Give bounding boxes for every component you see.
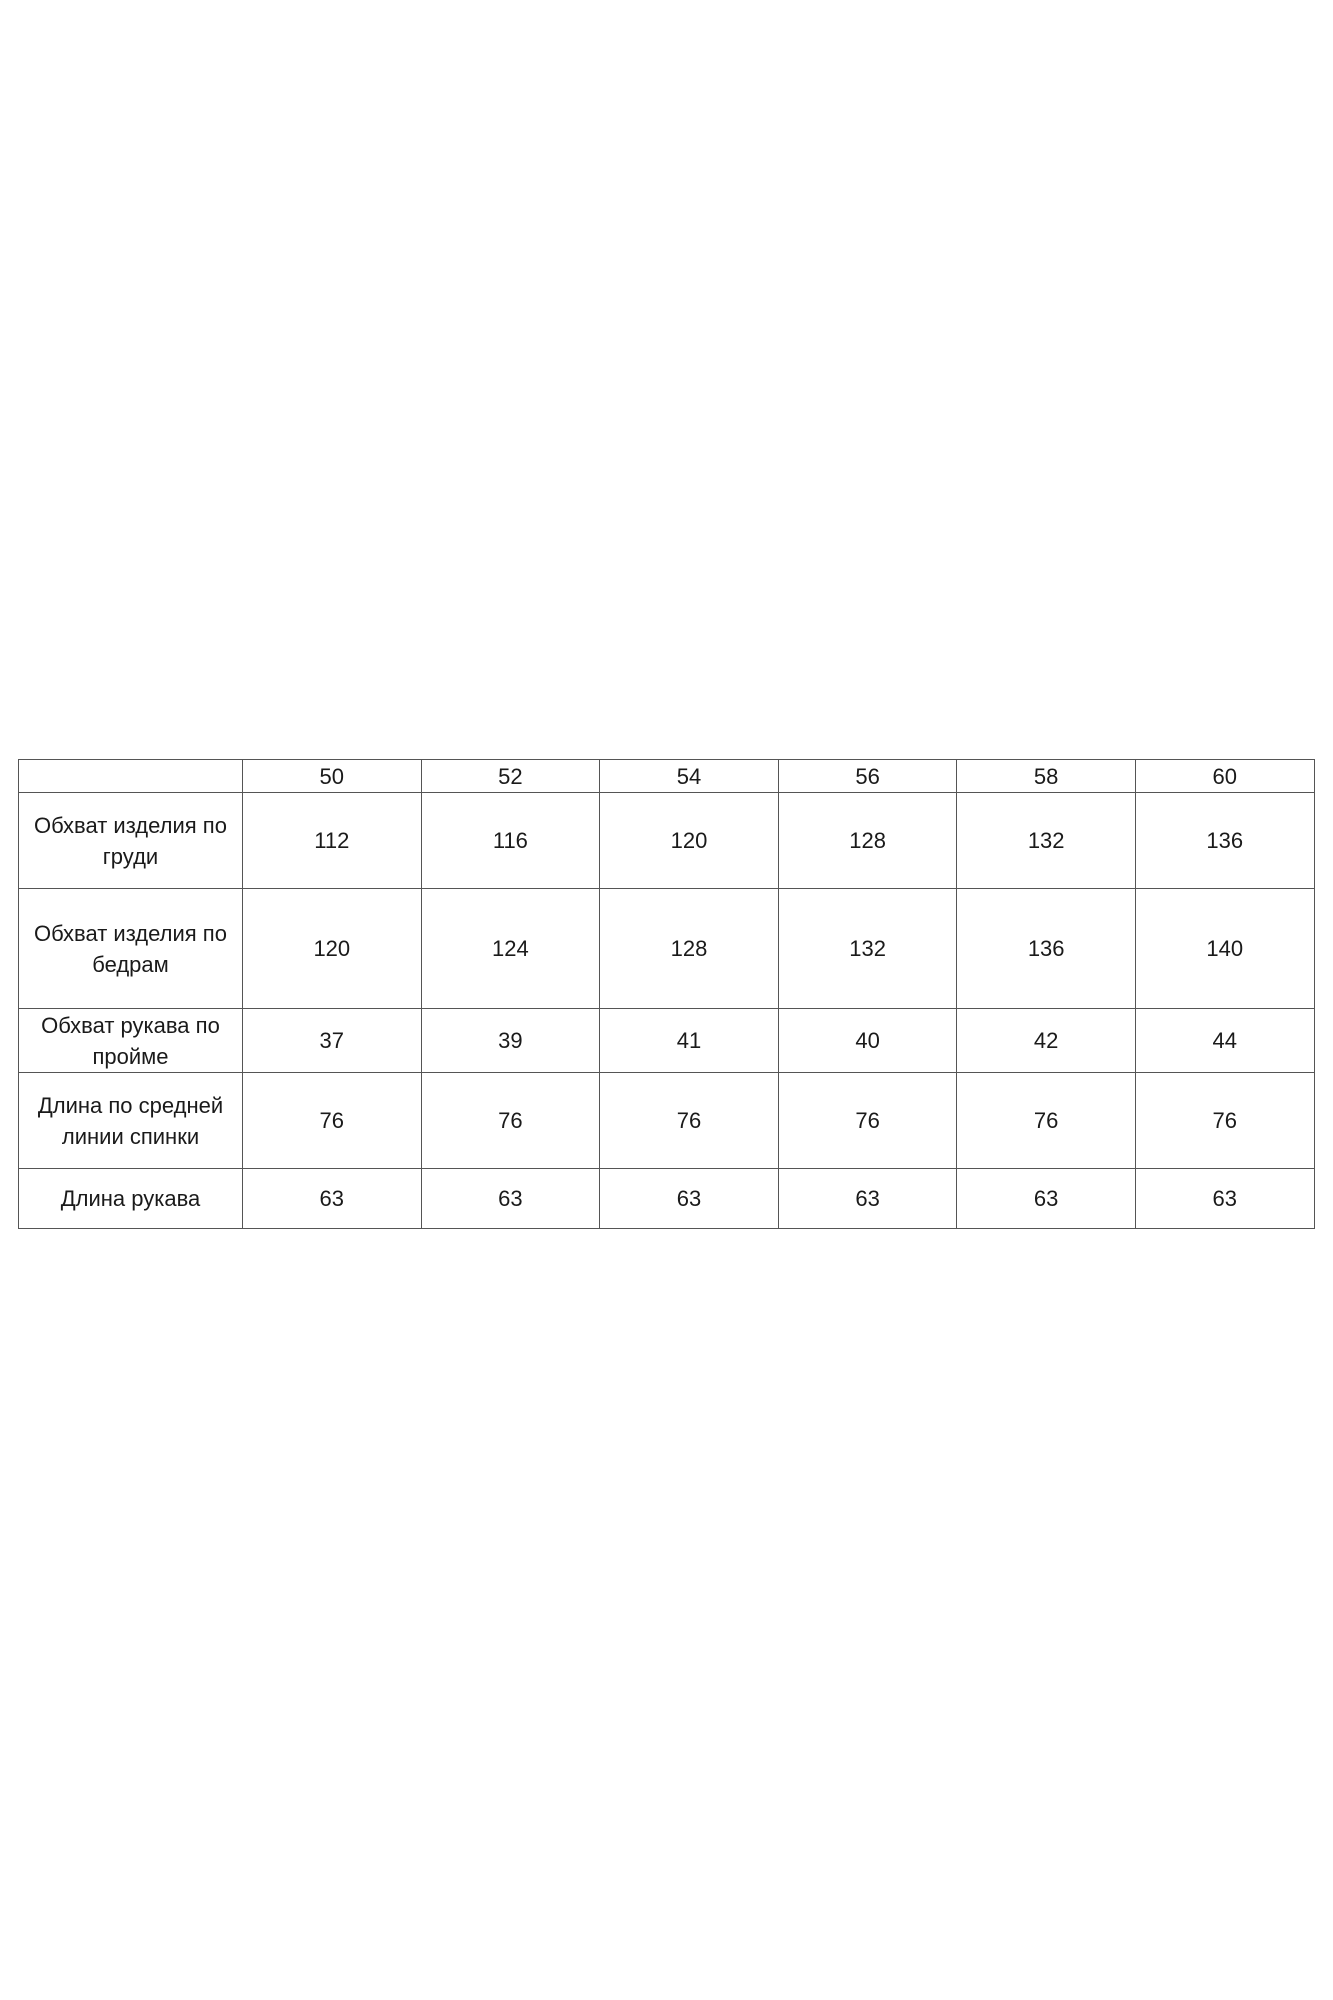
row-label: Длина рукава [19, 1169, 243, 1229]
value-cell: 136 [1135, 793, 1314, 889]
value-cell: 44 [1135, 1009, 1314, 1073]
value-cell: 63 [1135, 1169, 1314, 1229]
value-cell: 39 [421, 1009, 600, 1073]
row-label: Обхват изделия по груди [19, 793, 243, 889]
corner-cell [19, 760, 243, 793]
value-cell: 42 [957, 1009, 1136, 1073]
row-label: Обхват рукава по пройме [19, 1009, 243, 1073]
value-cell: 132 [778, 889, 957, 1009]
size-header-cell: 56 [778, 760, 957, 793]
row-label: Длина по средней линии спинки [19, 1073, 243, 1169]
value-cell: 124 [421, 889, 600, 1009]
value-cell: 41 [600, 1009, 779, 1073]
value-cell: 63 [957, 1169, 1136, 1229]
value-cell: 76 [421, 1073, 600, 1169]
table-row-sleeve-girth [19, 1009, 1315, 1073]
value-cell: 63 [243, 1169, 422, 1229]
value-cell: 140 [1135, 889, 1314, 1009]
table-row-sleeve-length [19, 1169, 1315, 1229]
table-row-hip-girth [19, 889, 1315, 1009]
value-cell: 132 [957, 793, 1136, 889]
value-cell: 128 [778, 793, 957, 889]
value-cell: 63 [421, 1169, 600, 1229]
value-cell: 120 [600, 793, 779, 889]
value-cell: 40 [778, 1009, 957, 1073]
value-cell: 76 [243, 1073, 422, 1169]
value-cell: 76 [1135, 1073, 1314, 1169]
value-cell: 112 [243, 793, 422, 889]
value-cell: 120 [243, 889, 422, 1009]
value-cell: 76 [778, 1073, 957, 1169]
size-header-cell: 60 [1135, 760, 1314, 793]
value-cell: 76 [957, 1073, 1136, 1169]
table-row-back-length [19, 1073, 1315, 1169]
value-cell: 76 [600, 1073, 779, 1169]
row-label: Обхват изделия по бедрам [19, 889, 243, 1009]
table-row-chest-girth [19, 793, 1315, 889]
value-cell: 128 [600, 889, 779, 1009]
value-cell: 63 [600, 1169, 779, 1229]
value-cell: 37 [243, 1009, 422, 1073]
size-header-cell: 50 [243, 760, 422, 793]
size-chart-table [18, 759, 1315, 1229]
value-cell: 116 [421, 793, 600, 889]
size-header-row [19, 760, 1315, 793]
size-header-cell: 52 [421, 760, 600, 793]
value-cell: 136 [957, 889, 1136, 1009]
size-header-cell: 58 [957, 760, 1136, 793]
value-cell: 63 [778, 1169, 957, 1229]
size-header-cell: 54 [600, 760, 779, 793]
